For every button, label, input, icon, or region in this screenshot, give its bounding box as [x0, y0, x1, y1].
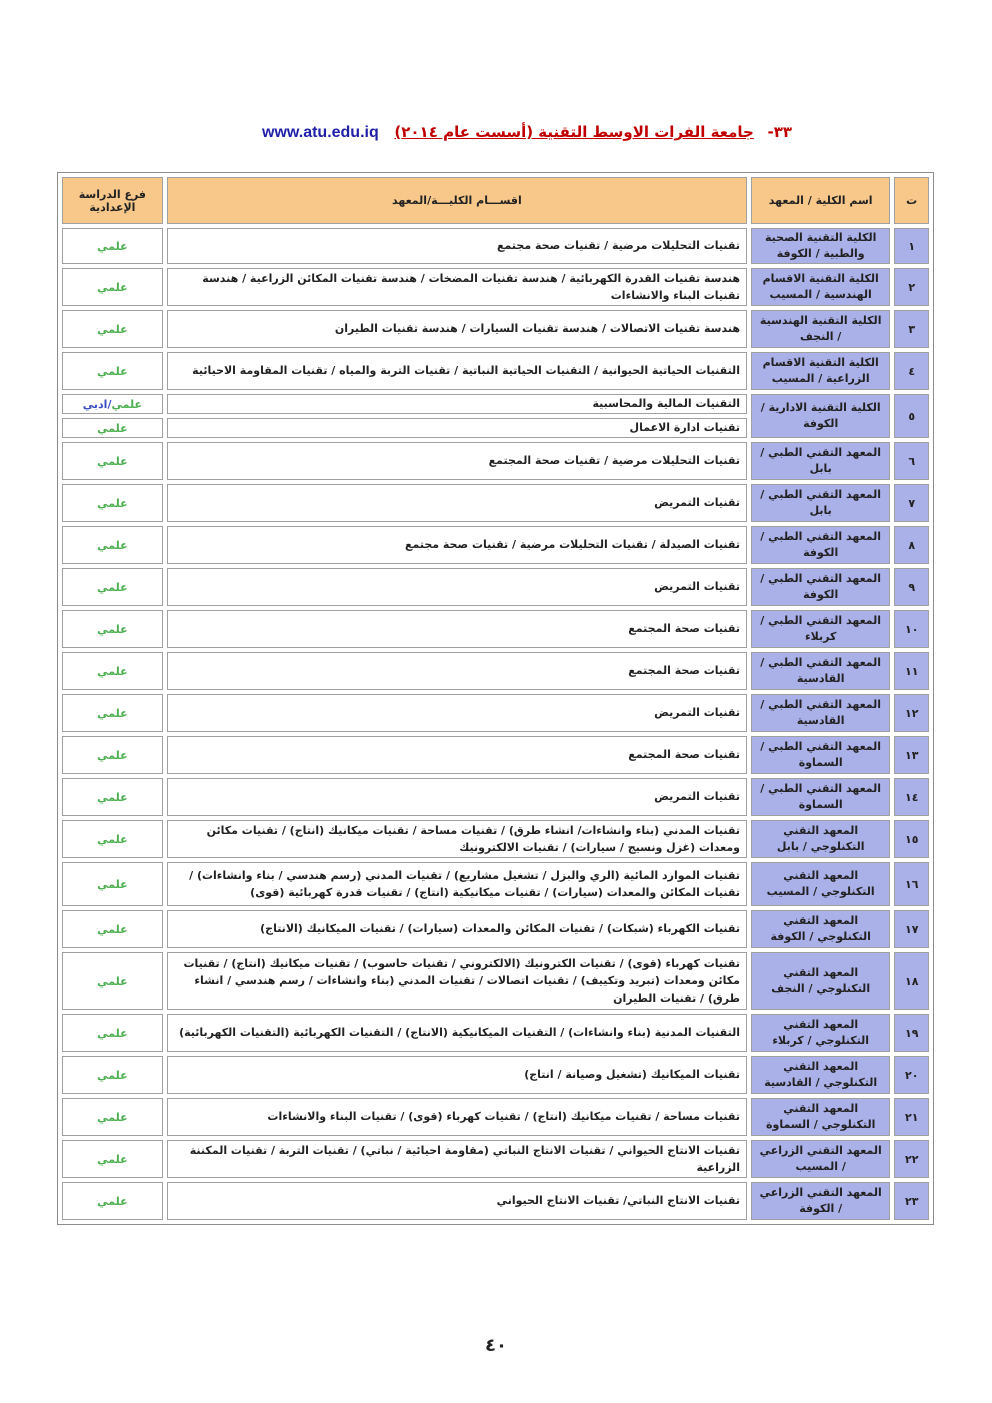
row-college: المعهد التقني التكنلوجي / السماوة — [751, 1098, 890, 1136]
row-num: ٣ — [894, 310, 929, 348]
row-college: المعهد التقني الطبي / السماوة — [751, 736, 890, 774]
row-branch: علمي — [62, 568, 163, 606]
branch-separator: / — [107, 397, 112, 411]
row-num: ١ — [894, 228, 929, 264]
table-row — [62, 1182, 929, 1220]
row-num: ١٥ — [894, 820, 929, 858]
row-departments: تقنيات التمريض — [167, 484, 747, 522]
row-college: المعهد التقني التكنلوجي / النجف — [751, 952, 890, 1010]
row-branch: علمي — [62, 778, 163, 816]
row-departments: تقنيات كهرباء (قوى) / تقنيات الكترونيك (الالكتروني / تقنيات حاسوب) / تقنيات ميكانيك (انتاج) / تقنيات مكائن ومعدات (تبريد وتكييف) / تقنيات اتصالات / تقنيات المدني (بناء وانشاءات / رسم هندسي / انشاء طرق) / تقنيات الطيران — [167, 952, 747, 1010]
row-branch: علمي — [62, 268, 163, 306]
row-college: المعهد التقني التكنلوجي / كربلاء — [751, 1014, 890, 1052]
row-college: المعهد التقني الزراعي / الكوفة — [751, 1182, 890, 1220]
table-row — [62, 910, 929, 948]
row-college: المعهد التقني الزراعي / المسيب — [751, 1140, 890, 1178]
branch-scientific: علمي — [111, 397, 143, 411]
header-college: اسم الكلية / المعهد — [751, 177, 890, 224]
header-branch: فرع الدراسة الإعدادية — [62, 177, 163, 224]
row-branch: علمي — [62, 610, 163, 648]
row-departments: تقنيات التحليلات مرضية / تقنيات صحة مجتمع — [167, 228, 747, 264]
row-branch: علمي — [62, 1014, 163, 1052]
row-branch: علمي — [62, 652, 163, 690]
row-departments: تقنيات التمريض — [167, 778, 747, 816]
row-college: المعهد التقني التكنلوجي / بابل — [751, 820, 890, 858]
table-row — [62, 484, 929, 522]
table-row — [62, 952, 929, 1010]
row-num: ٤ — [894, 352, 929, 390]
table-row — [62, 862, 929, 906]
row-num: ٢ — [894, 268, 929, 306]
row-num: ٨ — [894, 526, 929, 564]
row-college: المعهد التقني الطبي / بابل — [751, 442, 890, 480]
row-departments: تقنيات التمريض — [167, 694, 747, 732]
row-num: ٢٢ — [894, 1140, 929, 1178]
table-row — [62, 352, 929, 390]
row-college: المعهد التقني الطبي / السماوة — [751, 778, 890, 816]
row-branch: علمي — [62, 736, 163, 774]
table-row — [62, 778, 929, 816]
university-title: جامعة الفرات الاوسط التقنية (أسست عام ٢٠١٤) — [394, 123, 754, 141]
row-branch: علمي — [62, 484, 163, 522]
row-num: ١٧ — [894, 910, 929, 948]
table-header-row — [62, 177, 929, 224]
row-college: المعهد التقني الطبي / كربلاء — [751, 610, 890, 648]
row-branch: علمي — [62, 820, 163, 858]
table-row — [62, 652, 929, 690]
section-number: ٣٣- — [767, 123, 792, 141]
row-college: الكلية التقنية الاقسام الزراعية / المسيب — [751, 352, 890, 390]
page-number: ٤٠ — [485, 1335, 507, 1356]
row-num: ١٤ — [894, 778, 929, 816]
row-branch: علمي — [62, 1056, 163, 1094]
header-departments: اقســـام الكليـــة/المعهد — [167, 177, 747, 224]
table-row — [62, 1140, 929, 1178]
table-row — [62, 310, 929, 348]
row-departments: تقنيات صحة المجتمع — [167, 736, 747, 774]
row-num: ٢١ — [894, 1098, 929, 1136]
row-num: ١٢ — [894, 694, 929, 732]
row-num: ٥ — [894, 394, 929, 438]
row-departments: هندسة تقنيات القدرة الكهربائية / هندسة تقنيات المضخات / هندسة تقنيات المكائن الزراعية / هندسة تقنيات البناء والانشاءات — [167, 268, 747, 306]
row-departments: تقنيات الكهرباء (شبكات) / تقنيات المكائن والمعدات (سيارات) / تقنيات الميكانيك (الانتاج) — [167, 910, 747, 948]
row-college: المعهد التقني التكنلوجي / المسيب — [751, 862, 890, 906]
table-row — [62, 820, 929, 858]
row-branch: علمي — [62, 952, 163, 1010]
row-branch: علمي — [62, 1140, 163, 1178]
row-college: المعهد التقني التكنلوجي / الكوفة — [751, 910, 890, 948]
row-branch: علمي — [62, 442, 163, 480]
row-num: ١٣ — [894, 736, 929, 774]
row-college: الكلية التقنية الادارية / الكوفة — [751, 394, 890, 438]
row-branch: علمي — [62, 310, 163, 348]
row-num: ٧ — [894, 484, 929, 522]
row-branch: علمي — [62, 352, 163, 390]
row-college: المعهد التقني الطبي / القادسية — [751, 652, 890, 690]
row-num: ٢٠ — [894, 1056, 929, 1094]
row-departments: تقنيات مساحة / تقنيات ميكانيك (انتاج) / تقنيات كهرباء (قوى) / تقنيات البناء والانشاءات — [167, 1098, 747, 1136]
website-link[interactable]: www.atu.edu.iq — [262, 124, 379, 141]
table-row — [62, 736, 929, 774]
row-college: الكلية التقنية الهندسية / النجف — [751, 310, 890, 348]
row-departments: تقنيات المدني (بناء وانشاءات/ انشاء طرق) / تقنيات مساحة / تقنيات ميكانيك (انتاج) / تقنيات مكائن ومعدات (غزل ونسيج / سيارات) / تقنيات الالكترونيك — [167, 820, 747, 858]
row-college: الكلية التقنية الاقسام الهندسية / المسيب — [751, 268, 890, 306]
row-branch: علمي — [62, 418, 163, 438]
departments-table — [57, 172, 934, 1225]
table-row — [62, 610, 929, 648]
table-row — [62, 1098, 929, 1136]
row-num: ١٠ — [894, 610, 929, 648]
table-row — [62, 1056, 929, 1094]
row-branch: علمي — [62, 694, 163, 732]
row-departments: التقنيات المالية والمحاسبية — [167, 394, 747, 414]
row-departments: تقنيات ادارة الاعمال — [167, 418, 747, 438]
row-college: المعهد التقني الطبي / الكوفة — [751, 568, 890, 606]
row-departments: تقنيات الانتاج الحيواني / تقنيات الانتاج النباتي (مقاومة احيائية / نباتي) / تقنيات التربة / تقنيات المكننة الزراعية — [167, 1140, 747, 1178]
table-row — [62, 394, 929, 414]
row-num: ١١ — [894, 652, 929, 690]
table-row — [62, 1014, 929, 1052]
row-num: ٩ — [894, 568, 929, 606]
table-row — [62, 568, 929, 606]
row-departments: تقنيات الموارد المائية (الري والبزل / تشغيل مشاريع) / تقنيات المدني (رسم هندسي / بناء وانشاءات) / تقنيات المكائن والمعدات (سيارات) / تقنيات ميكانيكية (انتاج) / تقنيات قدرة كهربائية (قوى) — [167, 862, 747, 906]
row-num: ١٨ — [894, 952, 929, 1010]
table-row — [62, 694, 929, 732]
row-college: المعهد التقني الطبي / الكوفة — [751, 526, 890, 564]
row-departments: هندسة تقنيات الاتصالات / هندسة تقنيات السيارات / هندسة تقنيات الطيران — [167, 310, 747, 348]
page-header — [262, 122, 792, 150]
row-college: المعهد التقني الطبي / القادسية — [751, 694, 890, 732]
table-row — [62, 228, 929, 264]
row-departments: تقنيات الميكانيك (تشغيل وصيانة / انتاج) — [167, 1056, 747, 1094]
row-branch: علمي — [62, 1182, 163, 1220]
row-branch: علمي — [62, 862, 163, 906]
row-departments: تقنيات صحة المجتمع — [167, 652, 747, 690]
row-college: المعهد التقني الطبي / بابل — [751, 484, 890, 522]
row-departments: تقنيات التحليلات مرضية / تقنيات صحة المجتمع — [167, 442, 747, 480]
table-row — [62, 442, 929, 480]
row-departments: التقنيات الحياتية الحيوانية / التقنيات الحياتية النباتية / تقنيات التربة والمياه / تقنيات المقاومة الاحيائية — [167, 352, 747, 390]
row-branch: علمي — [62, 526, 163, 564]
branch-literary: ادبي — [82, 397, 108, 411]
row-departments: التقنيات المدنية (بناء وانشاءات) / التقنيات الميكانيكية (الانتاج) / التقنيات الكهربائية (التقنيات الكهربائية) — [167, 1014, 747, 1052]
row-branch: علمي — [62, 228, 163, 264]
row-branch: علمي — [62, 1098, 163, 1136]
row-branch: علمي — [62, 910, 163, 948]
table-row — [62, 526, 929, 564]
row-num: ١٩ — [894, 1014, 929, 1052]
row-num: ٢٣ — [894, 1182, 929, 1220]
row-departments: تقنيات الانتاج النباتي/ تقنيات الانتاج الحيواني — [167, 1182, 747, 1220]
header-num: ت — [894, 177, 929, 224]
row-departments: تقنيات صحة المجتمع — [167, 610, 747, 648]
row-num: ٦ — [894, 442, 929, 480]
table-row — [62, 268, 929, 306]
row-departments: تقنيات الصيدلة / تقنيات التحليلات مرضية / تقنيات صحة مجتمع — [167, 526, 747, 564]
row-college: الكلية التقنية الصحية والطبية / الكوفة — [751, 228, 890, 264]
row-branch — [62, 394, 163, 414]
row-college: المعهد التقني التكنلوجي / القادسية — [751, 1056, 890, 1094]
row-departments: تقنيات التمريض — [167, 568, 747, 606]
row-num: ١٦ — [894, 862, 929, 906]
